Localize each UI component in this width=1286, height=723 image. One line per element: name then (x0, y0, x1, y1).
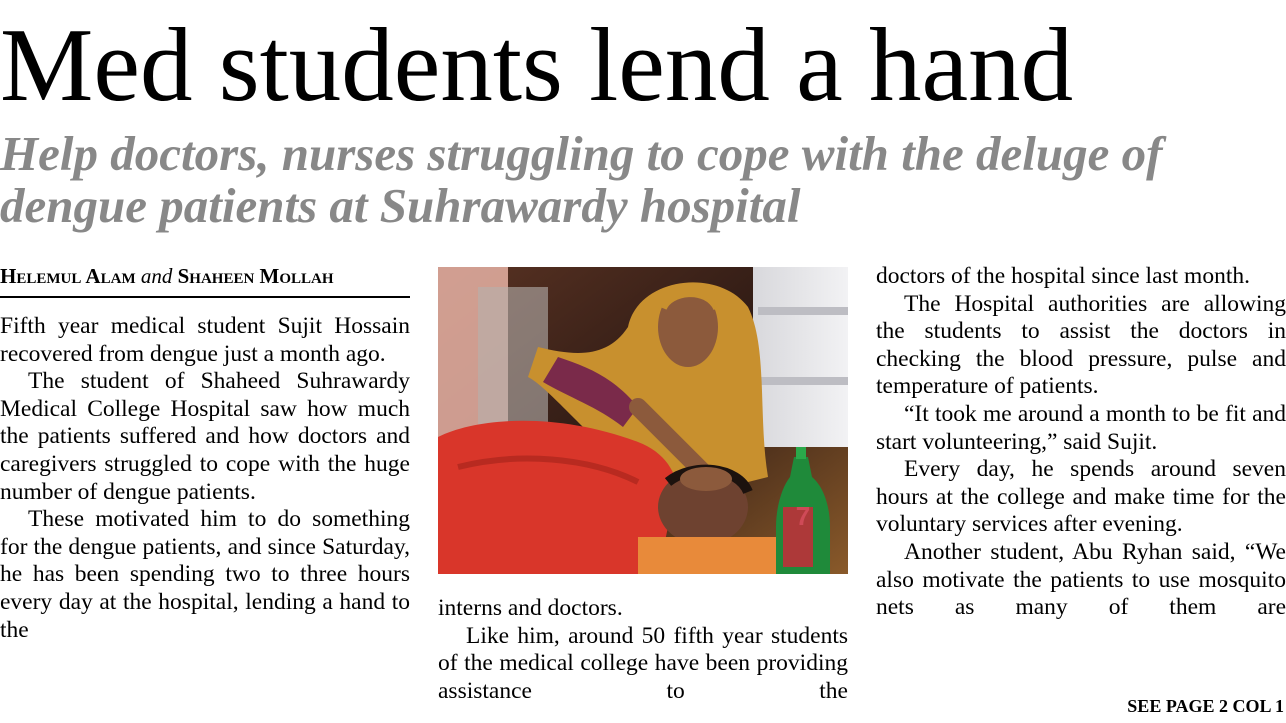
article-column-2 (438, 595, 848, 705)
paragraph: “It took me around a month to be fit and start volunteering,” said Sujit. (876, 400, 1286, 455)
subheadline: Help doctors, nurses struggling to cope with the deluge of dengue patients at Suhrawardy hospital (0, 126, 1163, 233)
paragraph: The student of Shaheed Suhrawardy Medical College Hospital saw how much the patients suffered and how doctors and caregivers struggled to cope with the huge number of dengue patients. (0, 368, 410, 505)
paragraph: Like him, around 50 fifth year students of the medical college have been providing assistance to the (438, 622, 848, 704)
paragraph: Another student, Abu Ryhan said, “We also motivate the patients to use mosquito nets as many of them are (876, 538, 1286, 621)
paragraph: Fifth year medical student Sujit Hossain recovered from dengue just a month ago. (0, 313, 410, 367)
article-column-3 (876, 263, 1286, 622)
byline-author-2: Shaheen Mollah (177, 264, 334, 288)
byline-author-1: Helemul Alam (0, 264, 136, 288)
paragraph: doctors of the hospital since last month. (876, 263, 1250, 289)
paragraph: The Hospital authorities are allowing the students to assist the doctors in checking the blood pressure, pulse and temperature of patients. (876, 290, 1286, 400)
news-photo-volunteer-mother-and-patient (438, 267, 848, 574)
continuation-jump-line[interactable]: SEE PAGE 2 COL 1 (1127, 696, 1284, 716)
paragraph: interns and doctors. (438, 595, 623, 621)
article-column-1 (0, 313, 410, 644)
byline (0, 264, 410, 298)
byline-conjunction: and (140, 264, 173, 288)
paragraph: These motivated him to do something for the dengue patients, and since Saturday, he has been spending two to three hours every day at the hospital, lending a hand to the (0, 506, 410, 643)
headline: Med students lend a hand (0, 6, 1074, 123)
paragraph: Every day, he spends around seven hours at the college and make time for the voluntary services after evening. (876, 456, 1286, 538)
photo-illustration (438, 267, 848, 574)
